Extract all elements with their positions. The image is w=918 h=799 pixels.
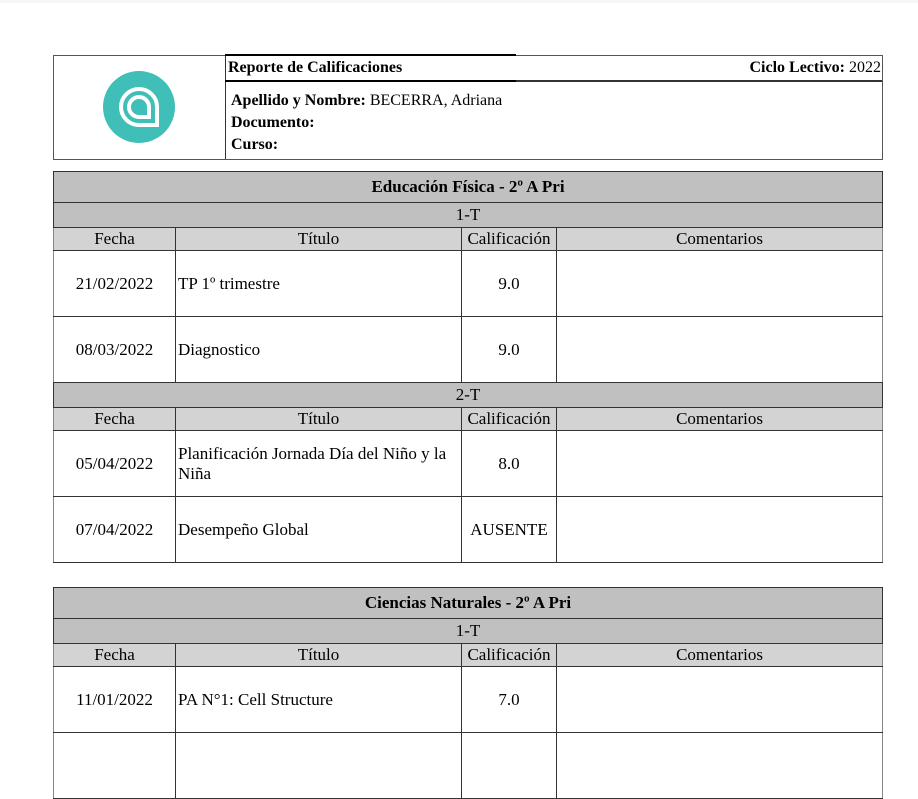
cell-calificacion: 9.0: [462, 251, 557, 317]
curso-line: [231, 134, 502, 156]
col-comentarios: Comentarios: [557, 408, 883, 431]
student-info: [231, 90, 502, 156]
col-calificacion: Calificación: [462, 644, 557, 667]
cell-comentarios: [557, 251, 883, 317]
subject-table-ciencias-naturales: [53, 587, 882, 799]
cell-fecha: 08/03/2022: [54, 317, 176, 383]
table-row: [54, 431, 883, 497]
cell-comentarios: [557, 497, 883, 563]
report-title: Reporte de Calificaciones: [228, 59, 403, 76]
col-comentarios: Comentarios: [557, 644, 883, 667]
column-header-row: [54, 228, 883, 251]
cell-comentarios: [557, 431, 883, 497]
col-calificacion: Calificación: [462, 228, 557, 251]
term-label: 1-T: [54, 619, 883, 644]
cell-titulo: PA N°1: Cell Structure: [176, 667, 462, 733]
subject-title: Educación Física - 2º A Pri: [54, 172, 883, 203]
title-row: [226, 56, 882, 82]
table-row: [54, 733, 883, 799]
ciclo-value: 2022: [849, 59, 881, 76]
table-row: [54, 251, 883, 317]
subject-table-educacion-fisica: [53, 171, 882, 563]
col-fecha: Fecha: [54, 228, 176, 251]
table-row: [54, 317, 883, 383]
col-calificacion: Calificación: [462, 408, 557, 431]
ciclo-lectivo: [749, 59, 881, 77]
page-top-strip: [0, 0, 918, 3]
nombre-line: [231, 90, 502, 112]
subject-title: Ciencias Naturales - 2º A Pri: [54, 588, 883, 619]
cell-fecha: 21/02/2022: [54, 251, 176, 317]
cell-fecha: 07/04/2022: [54, 497, 176, 563]
curso-label: Curso:: [231, 136, 279, 153]
ciclo-label: Ciclo Lectivo:: [749, 59, 845, 76]
col-titulo: Título: [176, 644, 462, 667]
term-label: 2-T: [54, 383, 883, 408]
documento-line: [231, 112, 502, 134]
logo-cell: [54, 56, 226, 159]
cell-calificacion: 9.0: [462, 317, 557, 383]
col-fecha: Fecha: [54, 408, 176, 431]
cell-comentarios: [557, 667, 883, 733]
cell-comentarios: [557, 317, 883, 383]
app-logo-icon: [103, 71, 175, 143]
cell-titulo: TP 1º trimestre: [176, 251, 462, 317]
nombre-value: BECERRA, Adriana: [369, 92, 503, 109]
cell-fecha: 11/01/2022: [54, 667, 176, 733]
col-comentarios: Comentarios: [557, 228, 883, 251]
column-header-row: [54, 408, 883, 431]
col-titulo: Título: [176, 228, 462, 251]
nombre-label: Apellido y Nombre:: [231, 92, 366, 109]
cell-titulo: Desempeño Global: [176, 497, 462, 563]
cell-titulo: Planificación Jornada Día del Niño y la Niña: [176, 431, 462, 497]
cell-titulo: Diagnostico: [176, 317, 462, 383]
cell-calificacion: 8.0: [462, 431, 557, 497]
cell-calificacion: 7.0: [462, 667, 557, 733]
documento-label: Documento:: [231, 114, 315, 131]
cell-calificacion: AUSENTE: [462, 497, 557, 563]
col-titulo: Título: [176, 408, 462, 431]
term-label: 1-T: [54, 203, 883, 228]
table-row: [54, 667, 883, 733]
col-fecha: Fecha: [54, 644, 176, 667]
column-header-row: [54, 644, 883, 667]
table-row: [54, 497, 883, 563]
report-header: [53, 55, 883, 160]
cell-fecha: 05/04/2022: [54, 431, 176, 497]
